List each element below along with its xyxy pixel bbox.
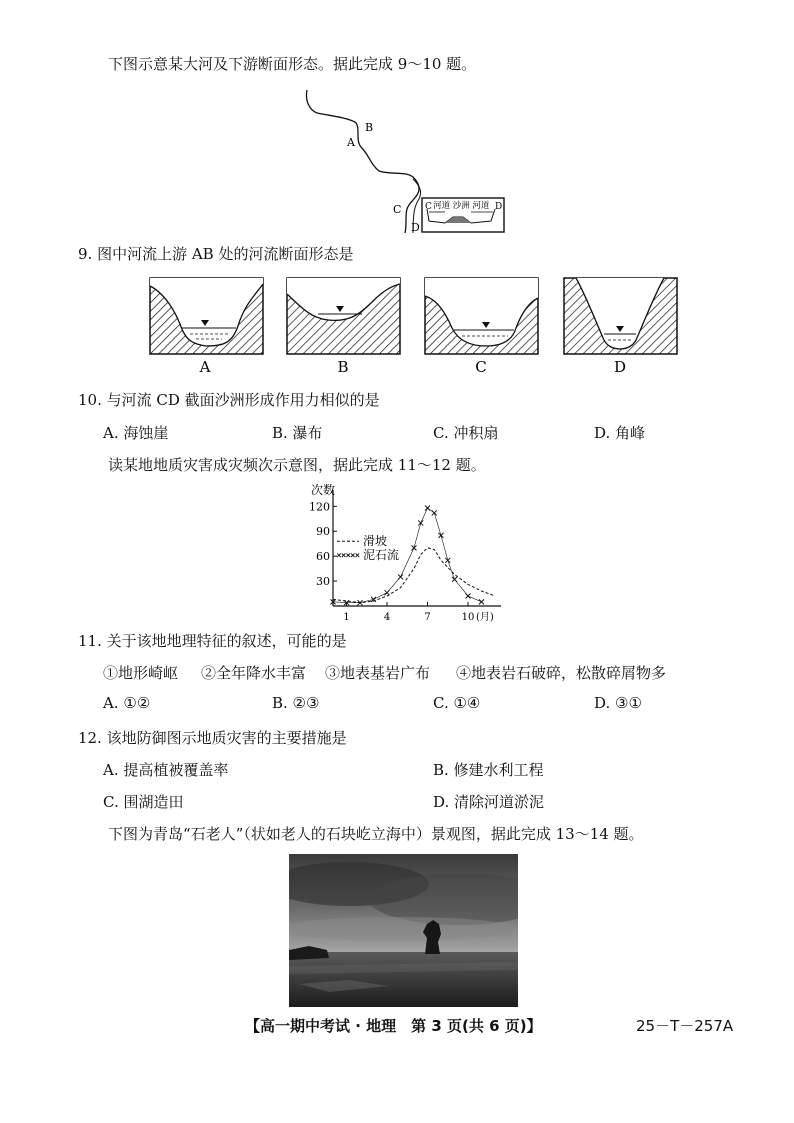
shilaoren-landscape-photo (289, 854, 518, 1007)
section-label-b: B (337, 358, 349, 376)
point-b-label: B (365, 121, 374, 134)
section-label-c: C (475, 358, 487, 376)
cross-section-options (0, 266, 794, 378)
q11-statement-4: ④地表岩石破碎，松散碎屑物多 (456, 664, 667, 682)
question-10-stem: 10. 与河流 CD 截面沙洲形成作用力相似的是 (78, 391, 380, 409)
debris-flow-point (445, 558, 450, 563)
intro-text-11-12: 读某地地质灾害成灾频次示意图，据此完成 11～12 题。 (108, 456, 486, 474)
y-tick-label: 60 (316, 550, 330, 564)
section-label-a: A (199, 358, 211, 376)
q11-statement-2: ②全年降水丰富 (201, 664, 307, 682)
x-tick-label: 4 (383, 612, 391, 623)
section-option-b (287, 278, 400, 354)
x-tick-label: 10 (461, 612, 475, 623)
q12-option-c: C. 围湖造田 (103, 793, 184, 811)
landslide-series-line (333, 548, 495, 603)
intro-text-9-10: 下图示意某大河及下游断面形态。据此完成 9～10 题。 (108, 55, 477, 73)
debris-flow-point (452, 577, 457, 582)
debris-flow-point (479, 599, 484, 604)
question-12-stem: 12. 该地防御图示地质灾害的主要措施是 (78, 729, 347, 747)
inset-caption: 河道 沙洲 河道 (433, 201, 490, 211)
debris-flow-series-line (333, 508, 482, 603)
disaster-frequency-chart (295, 480, 510, 625)
debris-flow-point (398, 574, 403, 579)
question-9-stem: 9. 图中河流上游 AB 处的河流断面形态是 (78, 245, 354, 263)
inset-c-label: C (425, 202, 432, 212)
q10-option-b: B. 瀑布 (272, 424, 323, 442)
q12-option-b: B. 修建水利工程 (433, 761, 544, 779)
q12-option-d: D. 清除河道淤泥 (433, 793, 545, 811)
footer-page-info: 【高一期中考试 · 地理 第 3 页(共 6 页)】 (245, 1017, 542, 1035)
debris-flow-point (425, 505, 430, 510)
q10-option-d: D. 角峰 (594, 424, 646, 442)
debris-flow-point (418, 520, 423, 525)
x-tick-label: 1 (343, 612, 350, 623)
inset-d-label: D (495, 202, 503, 212)
river-map-diagram (295, 85, 510, 240)
section-label-d: D (613, 358, 627, 376)
q10-option-a: A. 海蚀崖 (103, 424, 169, 442)
point-d-label: D (411, 221, 420, 234)
question-11-stem: 11. 关于该地地理特征的叙述，可能的是 (78, 632, 347, 650)
debris-flow-point (412, 545, 417, 550)
section-option-c (425, 278, 538, 354)
debris-flow-point (432, 510, 437, 515)
x-axis-label: (月) (476, 612, 494, 623)
debris-flow-point (385, 590, 390, 595)
intro-text-13-14: 下图为青岛“石老人”（状如老人的石块屹立海中）景观图，据此完成 13～14 题。 (108, 825, 644, 843)
y-tick-label: 120 (309, 500, 330, 514)
x-tick-label: 7 (424, 612, 431, 623)
q11-statement-3: ③地表基岩广布 (325, 664, 431, 682)
y-tick-label: 30 (316, 575, 330, 589)
point-a-label: A (347, 136, 355, 149)
q11-option-d: D. ③① (594, 694, 642, 712)
q12-option-a: A. 提高植被覆盖率 (103, 761, 229, 779)
y-axis-label: 次数 (311, 483, 336, 497)
section-option-a (150, 278, 263, 354)
legend-landslide-label: 滑坡 (363, 534, 388, 549)
section-option-d (564, 278, 677, 354)
legend-debris-label: 泥石流 (363, 548, 400, 563)
q10-option-c: C. 冲积扇 (433, 424, 499, 442)
debris-flow-point (466, 594, 471, 599)
q11-option-a: A. ①② (103, 694, 151, 712)
y-tick-label: 90 (316, 525, 330, 539)
point-c-label: C (393, 203, 402, 216)
q11-statement-1: ①地形崎岖 (103, 664, 179, 682)
footer-exam-code: 25－T－257A (636, 1017, 734, 1035)
q11-option-c: C. ①④ (433, 694, 481, 712)
debris-flow-point (439, 533, 444, 538)
q11-option-b: B. ②③ (272, 694, 320, 712)
